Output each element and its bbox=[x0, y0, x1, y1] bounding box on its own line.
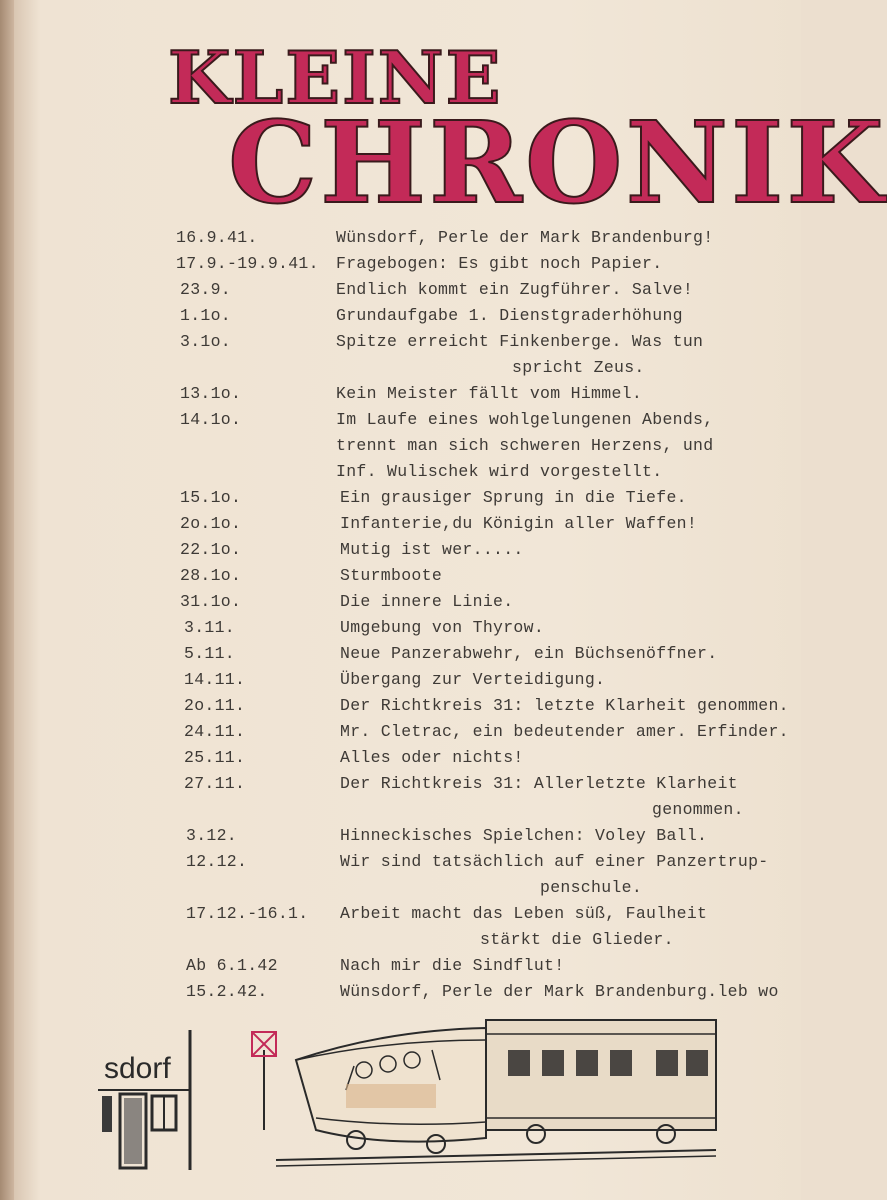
entry-date: 12.12. bbox=[186, 852, 248, 871]
entry-date: 15.1o. bbox=[180, 488, 242, 507]
entry-text: Hinneckisches Spielchen: Voley Ball. bbox=[340, 826, 708, 845]
entry-date: 5.11. bbox=[184, 644, 236, 663]
entry-text: Im Laufe eines wohlgelungenen Abends, bbox=[336, 410, 714, 429]
entry-text: Grundaufgabe 1. Dienstgraderhöhung bbox=[336, 306, 683, 325]
entry-text: Der Richtkreis 31: letzte Klarheit genommen. bbox=[340, 696, 789, 715]
entry-text: Der Richtkreis 31: Allerletzte Klarheit bbox=[340, 774, 738, 793]
entry-date: 15.2.42. bbox=[186, 982, 268, 1001]
entry-date: 2o.1o. bbox=[180, 514, 242, 533]
entry-text-continued: stärkt die Glieder. bbox=[480, 930, 674, 949]
entry-date: 3.11. bbox=[184, 618, 236, 637]
entry-date: 27.11. bbox=[184, 774, 246, 793]
entry-text-continued: Inf. Wulischek wird vorgestellt. bbox=[336, 462, 663, 481]
entry-date: 23.9. bbox=[180, 280, 232, 299]
entry-text: Mutig ist wer..... bbox=[340, 540, 524, 559]
entry-text: Spitze erreicht Finkenberge. Was tun bbox=[336, 332, 704, 351]
entry-text: Fragebogen: Es gibt noch Papier. bbox=[336, 254, 663, 273]
entry-text-continued: genommen. bbox=[652, 800, 744, 819]
entry-date: 14.11. bbox=[184, 670, 246, 689]
entry-text: Alles oder nichts! bbox=[340, 748, 524, 767]
entry-date: 17.12.-16.1. bbox=[186, 904, 309, 923]
entry-text: Übergang zur Verteidigung. bbox=[340, 670, 606, 689]
entry-text: Wünsdorf, Perle der Mark Brandenburg! bbox=[336, 228, 714, 247]
entry-date: 25.11. bbox=[184, 748, 246, 767]
entry-date: 3.1o. bbox=[180, 332, 232, 351]
title-line-1: KLEINE bbox=[168, 35, 503, 120]
title-line-2: CHRONIK bbox=[228, 98, 887, 229]
entry-text: Nach mir die Sindflut! bbox=[340, 956, 565, 975]
entry-text: Endlich kommt ein Zugführer. Salve! bbox=[336, 280, 694, 299]
entry-date: 28.1o. bbox=[180, 566, 242, 585]
entry-date: 13.1o. bbox=[180, 384, 242, 403]
entry-date: 24.11. bbox=[184, 722, 246, 741]
entry-text: Neue Panzerabwehr, ein Büchsenöffner. bbox=[340, 644, 718, 663]
entry-date: 31.1o. bbox=[180, 592, 242, 611]
entry-text: Sturmboote bbox=[340, 566, 443, 585]
entry-date: 14.1o. bbox=[180, 410, 242, 429]
entry-date: 16.9.41. bbox=[176, 228, 258, 247]
entry-text: Arbeit macht das Leben süß, Faulheit bbox=[340, 904, 708, 923]
entry-text: Mr. Cletrac, ein bedeutender amer. Erfinder. bbox=[340, 722, 789, 741]
entry-text: Wünsdorf, Perle der Mark Brandenburg.leb wo bbox=[340, 982, 779, 1001]
entry-text: Kein Meister fällt vom Himmel. bbox=[336, 384, 643, 403]
entry-text-continued: trennt man sich schweren Herzens, und bbox=[336, 436, 714, 455]
station-sign-drawing bbox=[98, 1030, 208, 1170]
entry-date: 2o.11. bbox=[184, 696, 246, 715]
entry-date: 3.12. bbox=[186, 826, 238, 845]
entry-date: 17.9.-19.9.41. bbox=[176, 254, 319, 273]
entry-text-continued: spricht Zeus. bbox=[512, 358, 645, 377]
entry-date: 1.1o. bbox=[180, 306, 232, 325]
entry-date: Ab 6.1.42 bbox=[186, 956, 278, 975]
entry-text: Umgebung von Thyrow. bbox=[340, 618, 545, 637]
entry-text: Die innere Linie. bbox=[340, 592, 514, 611]
entry-text: Wir sind tatsächlich auf einer Panzertrup- bbox=[340, 852, 769, 871]
entry-text: Infanterie,du Königin aller Waffen! bbox=[340, 514, 698, 533]
entry-date: 22.1o. bbox=[180, 540, 242, 559]
entry-text-continued: penschule. bbox=[540, 878, 643, 897]
station-sign-label: sdorf bbox=[104, 1052, 171, 1085]
entry-text: Ein grausiger Sprung in die Tiefe. bbox=[340, 488, 687, 507]
train-drawing bbox=[236, 1010, 726, 1170]
